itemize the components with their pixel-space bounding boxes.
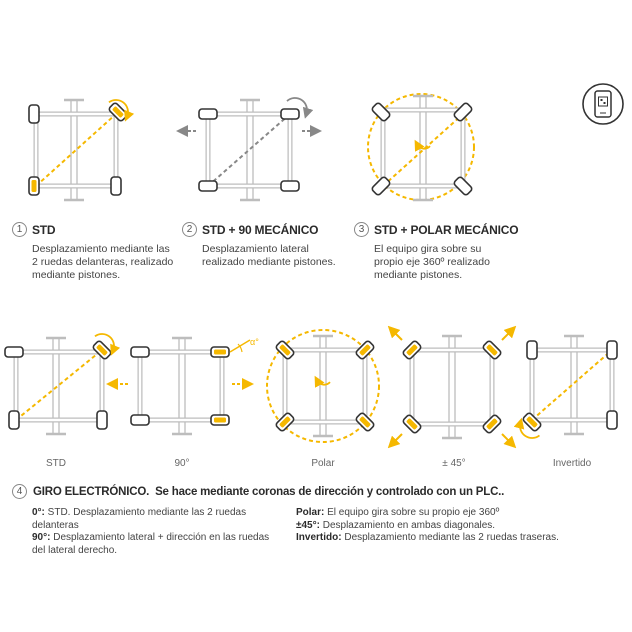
wheel-icon — [402, 414, 422, 434]
wheel-icon — [453, 176, 473, 196]
electronic-header — [12, 484, 504, 499]
wheel-icon — [199, 181, 217, 191]
wheel-icon — [131, 415, 149, 425]
diagonal-arrow-icon — [392, 434, 402, 444]
wheel-tire — [607, 411, 617, 429]
wheel-icon — [607, 411, 617, 429]
wheel-hub — [214, 350, 226, 355]
wheel-tire — [111, 177, 121, 195]
wheel-tire — [281, 109, 299, 119]
wheel-icon — [131, 347, 149, 357]
note-polar: Polar: El equipo gira sobre su propio eje 360º — [296, 507, 500, 518]
note-45: ±45°: Desplazamiento en ambas diagonales. — [296, 519, 496, 531]
wheel-tire — [97, 411, 107, 429]
wheel-icon — [5, 347, 23, 357]
wheel-icon — [111, 177, 121, 195]
diagram-e-90 — [112, 338, 250, 434]
diagonal-arrow-icon — [502, 434, 512, 444]
phone-qr-icon — [583, 84, 623, 124]
mode-number: 2 — [182, 222, 197, 237]
electronic-title: GIRO ELECTRÓNICO. — [33, 485, 150, 498]
diagram-std-polar — [368, 94, 474, 200]
wheel-icon — [281, 109, 299, 119]
wheel-icon — [275, 412, 295, 432]
wheel-tire — [199, 181, 217, 191]
wheel-icon — [281, 181, 299, 191]
wheel-hub — [214, 418, 226, 423]
diagram-e-polar — [267, 330, 379, 442]
wheel-tire — [131, 347, 149, 357]
diagram-e-invertido — [520, 336, 617, 438]
diagram-std — [29, 100, 128, 200]
wheel-tire — [199, 109, 217, 119]
note-90: 90°: Desplazamiento lateral + dirección en las ruedas del lateral derecho. — [32, 532, 270, 556]
wheel-icon — [211, 347, 229, 357]
wheel-icon — [371, 176, 391, 196]
wheel-icon — [482, 414, 502, 434]
wheel-tire — [131, 415, 149, 425]
mode-title: STD + 90 MECÁNICO — [202, 222, 319, 237]
wheel-icon — [211, 415, 229, 425]
mode-description: Desplazamiento mediante las 2 ruedas delanteras, realizado mediante pistones. — [32, 243, 174, 281]
wheel-tire — [453, 176, 473, 196]
caption-45: ± 45° — [442, 458, 466, 469]
angle-label-front: α° — [250, 337, 259, 347]
wheel-tire — [9, 411, 19, 429]
notes-left — [32, 507, 282, 557]
wheel-tire — [607, 341, 617, 359]
caption-polar: Polar — [311, 458, 335, 469]
wheel-tire — [281, 181, 299, 191]
wheel-tire — [527, 341, 537, 359]
diagonal-arrow-icon — [392, 330, 402, 340]
diagram-e-std — [5, 334, 114, 434]
diagonal-arrow-icon — [502, 330, 512, 340]
mode-std-polar — [354, 222, 518, 282]
mode-std-90 — [182, 222, 336, 269]
wheel-icon — [482, 340, 502, 360]
mode-description: Desplazamiento lateral realizado mediante pistones. — [202, 243, 336, 268]
mode-number: 1 — [12, 222, 27, 237]
wheel-icon — [402, 340, 422, 360]
mode-description: El equipo gira sobre su propio eje 360º realizado mediante pistones. — [374, 243, 490, 281]
wheel-icon — [29, 105, 39, 123]
wheel-icon — [199, 109, 217, 119]
wheel-icon — [527, 341, 537, 359]
wheel-hub — [32, 180, 37, 192]
mode-std — [12, 222, 173, 282]
caption-invertido: Invertido — [552, 458, 592, 469]
note-0: 0°: STD. Desplazamiento mediante las 2 ruedas delanteras — [32, 507, 247, 531]
notes-right — [296, 507, 596, 545]
wheel-tire — [29, 105, 39, 123]
mode-title: STD — [32, 222, 56, 237]
diagram-e-45 — [392, 330, 512, 444]
note-invertido: Invertido: Desplazamiento mediante las 2 ruedas traseras. — [296, 532, 559, 543]
wheel-icon — [97, 411, 107, 429]
wheel-icon — [607, 341, 617, 359]
wheel-tire — [371, 176, 391, 196]
wheel-icon — [9, 411, 19, 429]
wheel-tire — [5, 347, 23, 357]
mode-title: STD + POLAR MECÁNICO — [374, 222, 519, 237]
mode-number: 3 — [354, 222, 369, 237]
caption-90: 90° — [174, 458, 190, 469]
caption-std: STD — [46, 458, 66, 469]
diagram-std-90 — [182, 98, 316, 200]
wheel-icon — [275, 340, 295, 360]
wheel-icon — [29, 177, 39, 195]
mode-number: 4 — [12, 484, 27, 499]
electronic-subtitle: Se hace mediante coronas de dirección y controlado con un PLC.. — [155, 485, 505, 498]
